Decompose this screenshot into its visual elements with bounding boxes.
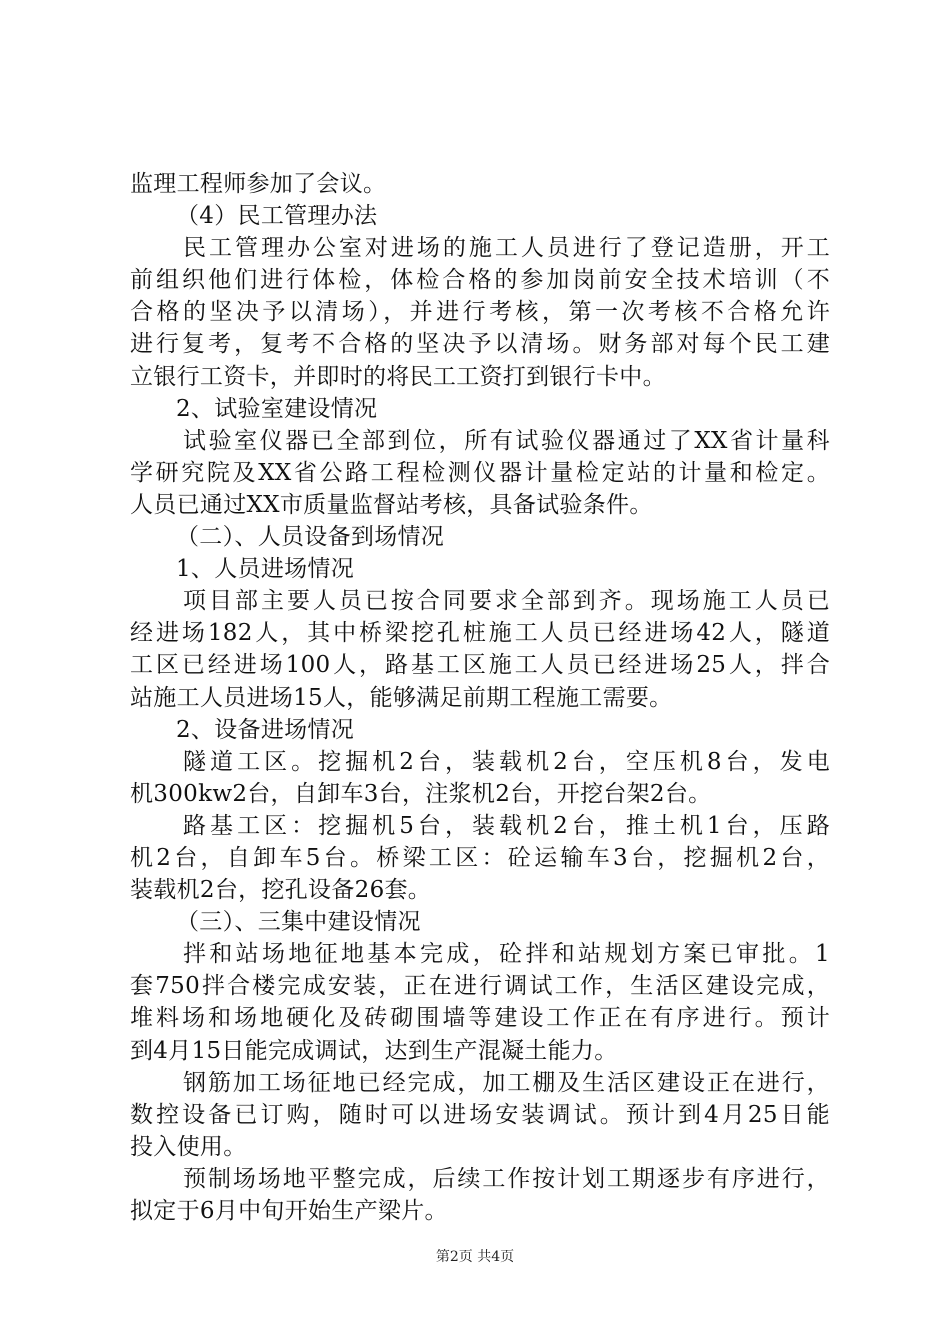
text-line: 数控设备已订购，随时可以进场安装调试。预计到4月25日能	[130, 1101, 830, 1128]
text-line: （二）、人员设备到场情况	[176, 524, 445, 551]
text-line: 装载机2台，挖孔设备26套。	[130, 877, 432, 904]
text-line: 合格的坚决予以清场），并进行考核，第一次考核不合格允许	[130, 299, 830, 326]
text-line: 拟定于6月中旬开始生产梁片。	[130, 1198, 448, 1224]
text-line: （4）民工管理办法	[176, 203, 378, 230]
text-line: 投入使用。	[130, 1133, 247, 1160]
text-line: 2、设备进场情况	[176, 716, 355, 743]
text-line: 进行复考，复考不合格的坚决予以清场。财务部对每个民工建	[130, 331, 830, 358]
text-line: 人员已通过XX市质量监督站考核，具备试验条件。	[130, 491, 653, 518]
text-line: 监理工程师参加了会议。	[130, 171, 387, 197]
text-line: 堆料场和场地硬化及砖砌围墙等建设工作正在有序进行。预计	[130, 1005, 830, 1032]
text-line: 前组织他们进行体检，体检合格的参加岗前安全技术培训（不	[130, 267, 830, 294]
text-line: 钢筋加工场征地已经完成，加工棚及生活区建设正在进行，	[183, 1069, 830, 1096]
text-line: 民工管理办公室对进场的施工人员进行了登记造册，开工	[183, 235, 830, 262]
text-line: 工区已经进场100人，路基工区施工人员已经进场25人，拌合	[130, 652, 830, 679]
text-line: 隧道工区。挖掘机2台，装载机2台，空压机8台，发电	[183, 748, 830, 775]
document-body	[130, 168, 830, 1227]
text-line: 经进场182人，其中桥梁挖孔桩施工人员已经进场42人，隧道	[130, 620, 830, 647]
text-line: 拌和站场地征地基本完成，砼拌和站规划方案已审批。1	[183, 941, 830, 968]
text-line: 试验室仪器已全部到位，所有试验仪器通过了XX省计量科	[183, 427, 830, 454]
text-line: 2、试验室建设情况	[176, 395, 378, 422]
text-line: 套750拌合楼完成安装，正在进行调试工作，生活区建设完成，	[130, 973, 830, 1000]
text-line: 到4月15日能完成调试，达到生产混凝土能力。	[130, 1037, 618, 1064]
text-line: 立银行工资卡，并即时的将民工工资打到银行卡中。	[130, 363, 666, 390]
text-line: 机300kw2台，自卸车3台，注浆机2台，开挖台架2台。	[130, 780, 712, 807]
text-line: 站施工人员进场15人，能够满足前期工程施工需要。	[130, 684, 673, 711]
text-line: 预制场场地平整完成，后续工作按计划工期逐步有序进行，	[183, 1165, 830, 1192]
text-line: 学研究院及XX省公路工程检测仪器计量检定站的计量和检定。	[130, 459, 830, 486]
text-line: 机2台，自卸车5台。桥梁工区：砼运输车3台，挖掘机2台，	[130, 844, 830, 871]
text-line: （三）、三集中建设情况	[176, 909, 421, 936]
text-line: 项目部主要人员已按合同要求全部到齐。现场施工人员已	[183, 588, 830, 615]
text-line: 路基工区：挖掘机5台，装载机2台，推土机1台，压路	[183, 812, 830, 839]
text-line: 1、人员进场情况	[176, 556, 355, 583]
page-footer: 第2页 共4页	[435, 1249, 515, 1265]
